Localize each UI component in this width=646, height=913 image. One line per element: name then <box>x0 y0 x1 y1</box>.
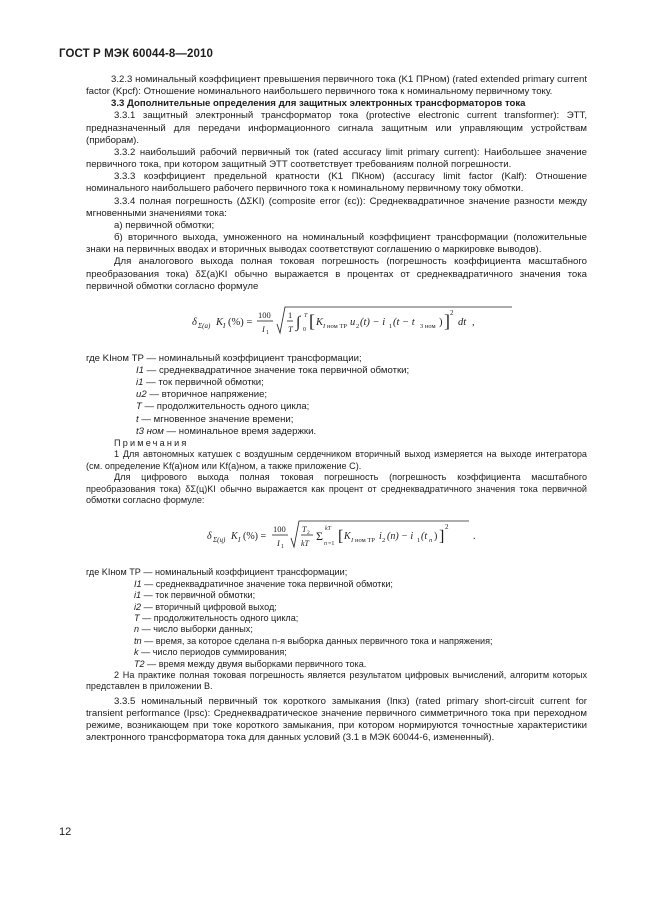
svg-text:): ) <box>433 531 437 543</box>
paragraph-3-3-1: 3.3.1 защитный электронный трансформатор тока (protective electronic current transformer): ЭТТ, предназначенный для передачи информационного сигнала защитным или управляющим устройствам (приборам). <box>86 110 587 146</box>
section-3-3-title: 3.3 Дополнительные определения для защитных электронных трансформаторов тока <box>111 98 526 110</box>
svg-text:kT: kT <box>300 539 309 549</box>
legend-item: i2 — вторичный цифровой выход; <box>134 601 277 612</box>
svg-text:ном ТР: ном ТР <box>354 537 375 545</box>
svg-text:(%) =: (%) = <box>242 531 266 543</box>
legend-item: I1 — среднеквадратичное значение тока первичной обмотки; <box>136 364 410 376</box>
legend-item: n — число выборки данных; <box>134 624 253 635</box>
svg-text:Σ: Σ <box>315 529 323 544</box>
svg-text:(t − t: (t − t <box>392 316 415 328</box>
svg-text:dt: dt <box>457 316 466 328</box>
svg-text:K: K <box>343 531 351 543</box>
svg-text:i: i <box>378 531 382 543</box>
legend-analog <box>86 365 587 438</box>
svg-text:.: . <box>472 531 475 543</box>
paragraph-3-3-3: 3.3.3 коэффициент предельной кратности (K1 ПКном) (accuracy limit factor (Kalf): Отношение номинального наибольшего рабочего первичного тока к номинальному первичному току обмотки. <box>86 171 587 195</box>
svg-text:2: 2 <box>444 523 448 532</box>
svg-text:(%) =: (%) = <box>227 316 252 328</box>
svg-text:u: u <box>349 316 355 328</box>
legend-item: I1 — среднеквадратичное значение тока первичной обмотки; <box>134 578 393 589</box>
svg-text:2: 2 <box>449 308 453 317</box>
legend-item: i1 — ток первичной обмотки; <box>134 590 256 601</box>
document-header: ГОСТ Р МЭК 60044-8—2010 <box>59 48 213 60</box>
svg-text:I: I <box>222 321 225 330</box>
svg-text:): ) <box>438 316 442 328</box>
notes-heading: Примечания <box>114 437 189 448</box>
svg-text:K: K <box>315 316 323 328</box>
legend-item: T2 — время между двумя выборками первичного тока. <box>134 658 367 669</box>
list-item-b: б) вторичного выхода, умноженного на номинальный коэффициент трансформации (положительные знаки на первичных вводах и вторичных выводах соответствуют соглашению о маркировке выводов). <box>86 232 587 256</box>
svg-text:K: K <box>215 316 223 328</box>
svg-text:0: 0 <box>302 326 306 333</box>
legend-item: T — продолжительность одного цикла; <box>134 612 299 623</box>
svg-text:(t: (t <box>420 531 427 543</box>
paragraph-3-2-3: 3.2.3 номинальный коэффициент превышения первичного тока (K1 ПРном) (rated extended primary current factor (Kpcf): Отношение номинального наибольшего первичного тока к номинальному первичному току. <box>86 74 587 98</box>
document-body <box>86 74 587 744</box>
legend-item: tn — время, за которое сделана n-я выборка данных первичного тока и напряжения; <box>134 635 493 646</box>
svg-text:δ: δ <box>191 316 197 328</box>
svg-text:I: I <box>322 322 325 330</box>
where-clause-1: где KIном ТР — номинальный коэффициент трансформации; <box>86 352 362 364</box>
svg-text:,: , <box>471 316 475 328</box>
svg-text:T: T <box>287 323 293 334</box>
svg-text:Σ(ц): Σ(ц) <box>212 536 225 545</box>
list-item-a: а) первичной обмотки; <box>114 219 215 231</box>
paragraph-3-3-5: 3.3.5 номинальный первичный ток короткого замыкания (Iпкз) (rated primary short-circuit current for transient performance (Ipsc): Среднеквадратическое значение первичного симметричного тока при переходном режиме, возникающем при токе короткого замыкания, при котором нормируются точностные характеристики электронного трансформатора тока для данных условий (3.1 в МЭК 60044-6, измененный). <box>86 695 587 744</box>
svg-text:n: n <box>428 537 432 545</box>
legend-item: t3 ном — номинальное время задержки. <box>136 425 317 437</box>
svg-text:(t) − i: (t) − i <box>359 316 385 328</box>
legend-digital <box>86 579 587 670</box>
legend-item: i1 — ток первичной обмотки; <box>136 377 264 389</box>
svg-text:δ: δ <box>206 531 212 543</box>
svg-text:1: 1 <box>388 322 392 330</box>
svg-text:1: 1 <box>287 309 292 320</box>
svg-text:I: I <box>237 536 240 545</box>
svg-text:1: 1 <box>280 544 284 551</box>
svg-text:n: n <box>323 541 327 548</box>
svg-text:[: [ <box>308 310 315 331</box>
svg-text:=1: =1 <box>327 541 334 548</box>
svg-text:[: [ <box>337 528 343 546</box>
svg-text:T: T <box>301 525 306 535</box>
svg-text:100: 100 <box>257 309 271 320</box>
page-number: 12 <box>59 826 72 838</box>
note-2: 2 На практике полная токовая погрешность является результатом цифровых вычислений, алгоритм которых представлен в приложении В. <box>86 670 587 692</box>
svg-text:I: I <box>350 537 353 545</box>
svg-text:Σ(a): Σ(a) <box>197 321 210 330</box>
svg-text:ном ТР: ном ТР <box>326 322 347 330</box>
where-clause-2: где KIном ТР — номинальный коэффициент трансформации; <box>86 567 348 578</box>
legend-item: u2 — вторичное напряжение; <box>136 389 268 401</box>
svg-text:2: 2 <box>306 530 310 537</box>
svg-text:K: K <box>230 531 238 543</box>
svg-text:]: ] <box>443 310 450 331</box>
svg-text:I: I <box>276 538 280 549</box>
paragraph-3-3-4: 3.3.4 полная погрешность (ΔΣKI) (composite error (εc)): Среднеквадратичное значение разности между мгновенными значениями тока: <box>86 195 587 219</box>
analog-output-paragraph: Для аналогового выхода полная токовая погрешность (погрешность коэффициента масштабного преобразования тока) δΣ(a)KI обычно выражается в процентах от среднеквадратичного значения тока первичной обмотки согласно формуле <box>86 256 587 292</box>
paragraph-3-3-2: 3.3.2 наибольший рабочий первичный ток (rated accuracy limit primary current): Наибольшее значение первичного тока, при котором защитный ЭТТ соответствует требованиям полной погрешности. <box>86 146 587 171</box>
svg-text:(n) − i: (n) − i <box>386 531 413 543</box>
legend-item: T — продолжительность одного цикла; <box>136 401 310 413</box>
digital-output-paragraph: Для цифрового выхода полная токовая погрешность (погрешность коэффициента масштабного преобразования тока) δΣ(ц)KI обычно выражается как процент от среднеквадратичного значения тока первичной обмотки согласно формуле: <box>86 472 587 505</box>
svg-text:3 ном: 3 ном <box>419 322 436 330</box>
formula-analog <box>126 307 587 337</box>
svg-text:2: 2 <box>381 537 385 545</box>
note-1: 1 Для автономных катушек с воздушным сердечником вторичный выход измеряется на выходе интегратора (см. определение Kf(a)ном или Kf(a)ном, а также приложение С). <box>86 449 587 471</box>
svg-text:1: 1 <box>416 537 420 545</box>
svg-text:T: T <box>303 312 307 319</box>
formula-digital <box>126 521 587 551</box>
legend-item: k — число периодов суммирования; <box>134 647 287 658</box>
svg-text:2: 2 <box>355 322 359 330</box>
legend-item: t — мгновенное значение времени; <box>136 413 294 425</box>
svg-text:I: I <box>261 323 265 334</box>
svg-text:100: 100 <box>272 524 286 535</box>
svg-text:∫: ∫ <box>295 313 300 331</box>
svg-text:kT: kT <box>324 526 331 533</box>
svg-text:1: 1 <box>265 329 269 336</box>
svg-text:]: ] <box>438 528 444 546</box>
